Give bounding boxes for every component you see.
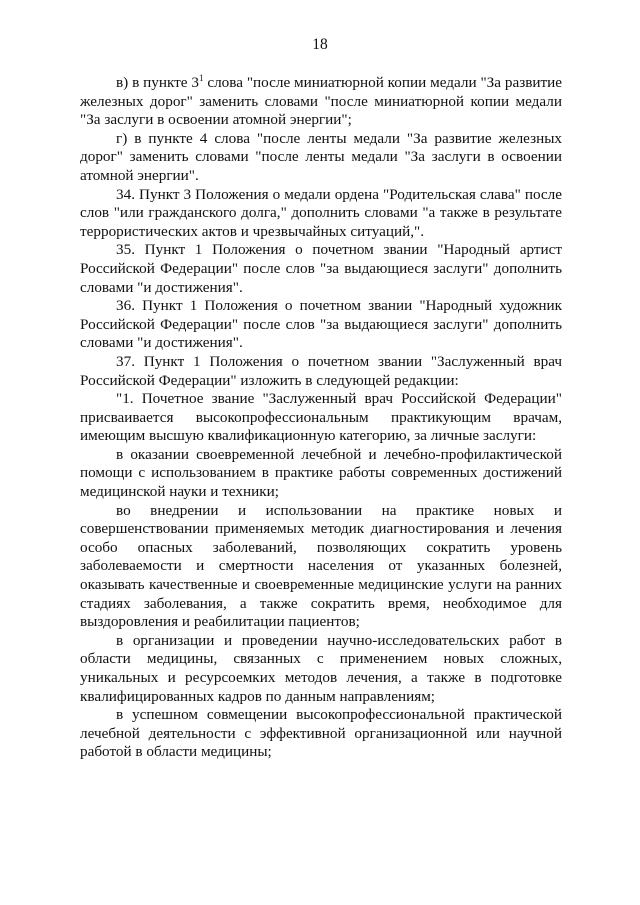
page-number: 18 (312, 36, 328, 53)
paragraph-34: 34. Пункт 3 Положения о медали ордена "Родительская слава" после слов "или гражданского долга," дополнить словами "а также в результате террористических актов и чрезвычайных ситуаций,". (80, 185, 562, 240)
paragraph-v-start: в) в пункте 3 (116, 74, 199, 91)
paragraph-v (80, 74, 562, 130)
merit-item-timely-care: в оказании своевременной лечебной и лечебно-профилактической помощи с использованием в практике работы современных достижений медицинской науки и техники; (80, 445, 562, 501)
paragraph-36: 36. Пункт 1 Положения о почетном звании "Народный художник Российской Федерации" после слов "за выдающиеся заслуги" дополнить словами "и достижения". (80, 297, 562, 352)
merit-item-combination: в успешном совмещении высокопрофессиональной практической лечебной деятельности с эффективной организационной или научной работой в области медицины; (80, 706, 562, 761)
merit-item-new-methods: во внедрении и использовании на практике новых и совершенствовании применяемых методик диагностирования и лечения особо опасных заболеваний, позволяющих сократить уровень заболеваемости и смертности населения от указанных болезней, оказывать качественные и своевременные медицинские услуги на ранних стадиях заболевания, а также сократить время, необходимое для выздоровления и реабилитации пациентов; (80, 501, 562, 631)
paragraph-v-superscript: 1 (198, 73, 204, 83)
quoted-point-1: "1. Почетное звание "Заслуженный врач Российской Федерации" присваивается высокопрофессиональным практикующим врачам, имеющим высшую квалификационную категорию, за личные заслуги: (80, 390, 562, 445)
paragraph-37: 37. Пункт 1 Положения о почетном звании "Заслуженный врач Российской Федерации" изложить в следующей редакции: (80, 352, 562, 389)
paragraph-v-end: слова "после миниатюрной копии медали "За развитие железных дорог" заменить словами "после миниатюрной копии медали "За заслуги в освоении атомной энергии"; (80, 74, 562, 129)
paragraph-g: г) в пункте 4 слова "после ленты медали "За развитие железных дорог" заменить словами "после ленты медали "За заслуги в освоении атомной энергии". (80, 129, 562, 184)
paragraph-35: 35. Пункт 1 Положения о почетном звании "Народный артист Российской Федерации" после слов "за выдающиеся заслуги" дополнить словами "и достижения". (80, 241, 562, 296)
merit-item-research: в организации и проведении научно-исследовательских работ в области медицины, связанных с применением новых сложных, уникальных и ресурсоемких методов лечения, а также в подготовке квалифицированных кадров по данным направлениям; (80, 631, 562, 705)
document-body (80, 74, 562, 762)
